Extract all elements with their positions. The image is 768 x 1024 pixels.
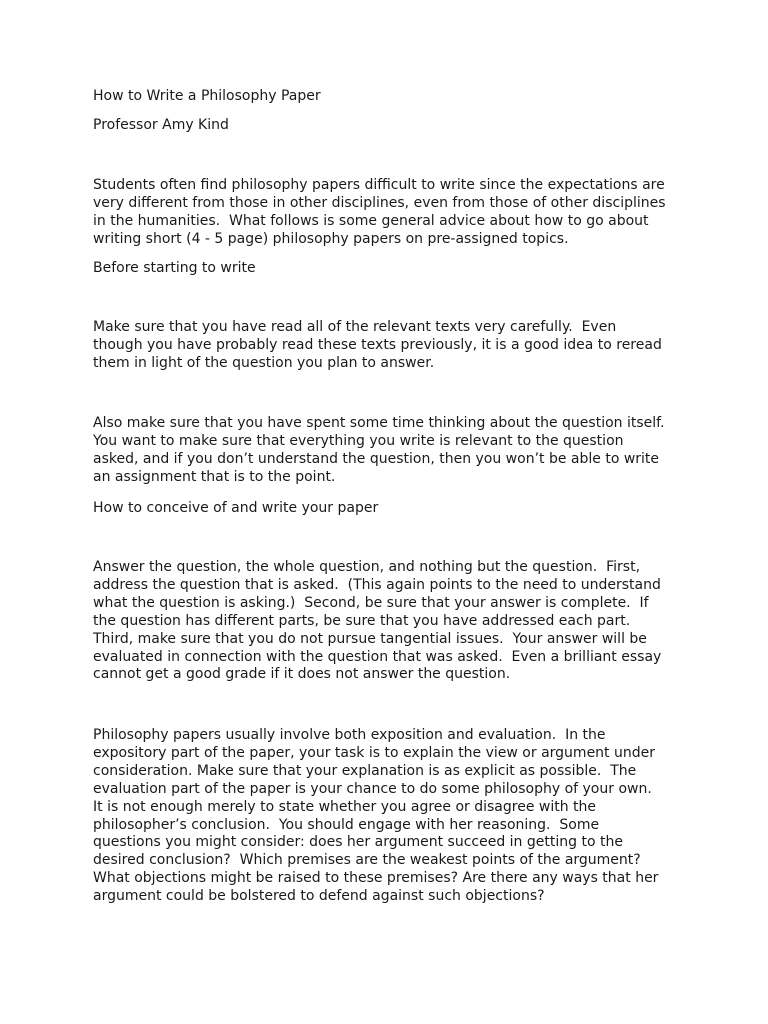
- paragraph-line: very different from those in other disciplines, even from those of other disciplines: [93, 194, 666, 211]
- paragraph-line: address the question that is asked. (This again points to the need to understand: [93, 576, 661, 593]
- paragraph-line: Students often find philosophy papers difficult to write since the expectations are: [93, 177, 665, 193]
- paragraph-line: philosopher’s conclusion. You should engage with her reasoning. Some: [93, 816, 600, 833]
- paragraph-line: though you have probably read these texts previously, it is a good idea to reread: [93, 336, 662, 353]
- section2-paragraph-1: [93, 559, 693, 684]
- paragraph-line: writing short (4 - 5 page) philosophy papers on pre-assigned topics.: [93, 230, 569, 247]
- paragraph-line: in the humanities. What follows is some general advice about how to go about: [93, 212, 649, 229]
- paragraph-line: an assignment that is to the point.: [93, 468, 336, 485]
- paragraph-line: What objections might be raised to these premises? Are there any ways that her: [93, 870, 659, 887]
- section-heading-conceive-write: How to conceive of and write your paper: [93, 500, 379, 516]
- paragraph-line: them in light of the question you plan to answer.: [93, 354, 435, 371]
- paragraph-line: evaluation part of the paper is your chance to do some philosophy of your own.: [93, 780, 652, 797]
- paragraph-line: expository part of the paper, your task is to explain the view or argument under: [93, 744, 655, 761]
- paragraph-line: asked, and if you don’t understand the question, then you won’t be able to write: [93, 450, 660, 467]
- paragraph-line: the question has different parts, be sure that you have addressed each part.: [93, 612, 631, 629]
- document-title: How to Write a Philosophy Paper: [93, 88, 321, 104]
- paragraph-line: what the question is asking.) Second, be sure that your answer is complete. If: [93, 594, 649, 611]
- paragraph-line: Also make sure that you have spent some time thinking about the question itself.: [93, 415, 665, 431]
- paragraph-line: Third, make sure that you do not pursue tangential issues. Your answer will be: [93, 630, 647, 647]
- paragraph-line: cannot get a good grade if it does not answer the question.: [93, 666, 511, 683]
- paragraph-line: Philosophy papers usually involve both exposition and evaluation. In the: [93, 727, 606, 743]
- paragraph-line: Make sure that you have read all of the relevant texts very carefully. Even: [93, 319, 617, 335]
- section1-paragraph-1: [93, 319, 693, 373]
- section2-paragraph-2: [93, 727, 693, 906]
- paragraph-line: desired conclusion? Which premises are the weakest points of the argument?: [93, 852, 641, 869]
- paragraph-line: It is not enough merely to state whether you agree or disagree with the: [93, 798, 597, 815]
- paragraph-line: Answer the question, the whole question, and nothing but the question. First,: [93, 559, 641, 575]
- section1-paragraph-2: [93, 415, 693, 487]
- paragraph-line: consideration. Make sure that your explanation is as explicit as possible. The: [93, 762, 637, 779]
- paragraph-line: argument could be bolstered to defend against such objections?: [93, 888, 545, 905]
- section-heading-before-writing: Before starting to write: [93, 260, 256, 276]
- paragraph-line: questions you might consider: does her argument succeed in getting to the: [93, 834, 623, 851]
- intro-paragraph: [93, 177, 693, 249]
- document-author: Professor Amy Kind: [93, 117, 229, 133]
- paragraph-line: You want to make sure that everything you write is relevant to the question: [93, 432, 624, 449]
- paragraph-line: evaluated in connection with the question that was asked. Even a brilliant essay: [93, 648, 662, 665]
